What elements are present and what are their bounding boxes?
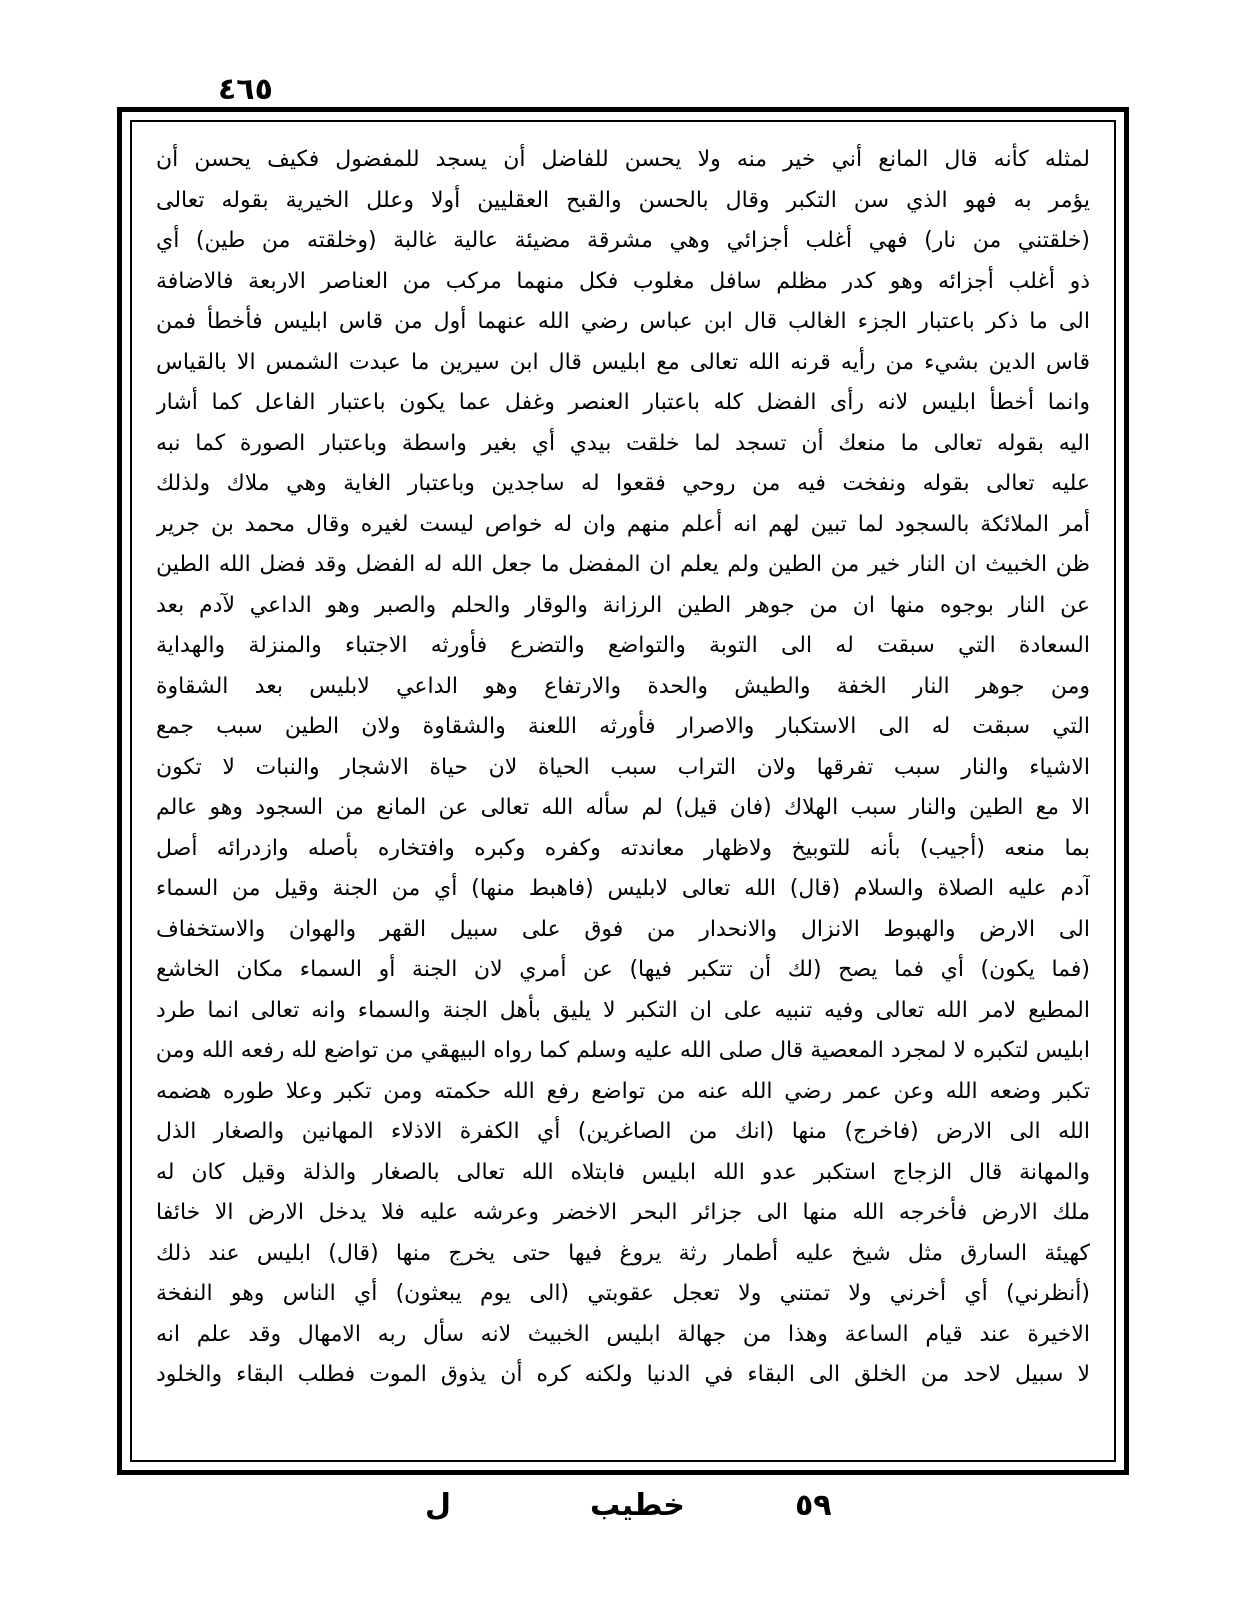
footer-book-name: خطيب <box>590 1488 685 1523</box>
text-line: ملك الارض فأخرجه الله منها الى جزائر البحر الاخضر وعرشه عليه فلا يدخل الارض الا خائفا <box>156 1200 1090 1225</box>
text-line: (أنظرني) أي أخرني ولا تمتني ولا تعجل عقوبتي (الى يوم يبعثون) أي الناس وهو النفخة <box>156 1281 1090 1306</box>
text-line: قاس الدين بشيء من رأيه قرنه الله تعالى مع ابليس قال ابن سيرين ما عبدت الشمس الا بالقياس <box>156 349 1090 375</box>
text-line: كهيئة السارق مثل شيخ عليه أطمار رثة يروغ فيها حتى يخرج منها (قال) ابليس عند ذلك <box>156 1240 1090 1266</box>
text-line: عليه تعالى بقوله ونفخت فيه من روحي فقعوا له ساجدين وباعتبار الغاية وهي ملاك ولذلك <box>156 471 1090 496</box>
text-line: يؤمر به فهو الذي سن التكبر وقال بالحسن والقبح العقليين أولا وعلل الخيرية بقوله تعالى <box>156 187 1090 213</box>
body-text <box>156 140 1090 1442</box>
footer-letter: ل <box>425 1488 452 1523</box>
text-line: (خلقتني من نار) فهي أغلب أجزائي وهي مشرقة مضيئة عالية غالبة (وخلقته من طين) أي <box>156 228 1090 253</box>
text-line: السعادة التي سبقت له الى التوبة والتواضع والتضرع فأورثه الاجتباء والمنزلة والهداية <box>156 633 1090 658</box>
page-number: ٤٦٥ <box>218 72 273 107</box>
text-line: التي سبقت له الى الاستكبار والاصرار فأورثه اللعنة والشقاوة ولان الطين سبب جمع <box>156 714 1090 739</box>
text-line: الاشياء والنار سبب تفرقها ولان التراب سبب الحياة لان حياة الاشجار والنبات لا تكون <box>156 754 1090 780</box>
text-line: آدم عليه الصلاة والسلام (قال) الله تعالى لابليس (فاهبط منها) أي من الجنة وقيل من السماء <box>156 876 1090 901</box>
text-line: الى ما ذكر باعتبار الجزء الغالب قال ابن عباس رضي الله عنهما أول من قاس ابليس فأخطأ فمن <box>156 309 1090 334</box>
footer-signature-number: ٥٩ <box>795 1488 832 1523</box>
text-line: الاخيرة عند قيام الساعة وهذا من جهالة ابليس الخبيث لانه سأل ربه الامهال وقد علم انه <box>156 1321 1090 1347</box>
page-frame-inner-border <box>130 120 1116 1462</box>
text-line: ومن جوهر النار الخفة والطيش والحدة والارتفاع وهو الداعي لابليس بعد الشقاوة <box>156 673 1090 699</box>
page-frame <box>117 107 1129 1475</box>
text-line: بما منعه (أجيب) بأنه للتوبيخ ولاظهار معاندته وكفره وكبره وافتخاره بأصله وازدرائه أصل <box>156 835 1090 861</box>
text-line: تكبر وضعه الله وعن عمر رضي الله عنه من تواضع رفع الله حكمته ومن تكبر وعلا طوره هضمه <box>156 1078 1090 1104</box>
text-line: وانما أخطأ ابليس لانه رأى الفضل كله باعتبار العنصر وغفل عما يكون باعتبار الفاعل كما أشار <box>156 390 1090 415</box>
text-line: أمر الملائكة بالسجود لما تبين لهم انه أعلم منهم وان له خواص ليست لغيره وقال محمد بن جرير <box>156 511 1090 537</box>
page-footer <box>0 1488 1240 1528</box>
text-line: المطيع لامر الله تعالى وفيه تنبيه على ان التكبر لا يليق بأهل الجنة والسماء وانه تعالى انما طرد <box>156 997 1090 1023</box>
text-line: الله الى الارض (فاخرج) منها (انك من الصاغرين) أي الكفرة الاذلاء المهانين والصغار الذل <box>156 1119 1090 1144</box>
text-line: عن النار بوجوه منها ان من جوهر الطين الرزانة والوقار والحلم والصبر وهو الداعي لآدم بعد <box>156 592 1090 618</box>
text-line: والمهانة قال الزجاج استكبر عدو الله ابليس فابتلاه الله تعالى بالصغار والذلة وقيل كان له <box>156 1159 1090 1185</box>
text-line: الى الارض والهبوط الانزال والانحدار من فوق على سبيل القهر والهوان والاستخفاف <box>156 916 1090 942</box>
text-line: ابليس لتكبره لا لمجرد المعصية قال صلى الله عليه وسلم كما رواه البيهقي من تواضع لله رفعه الله ومن <box>156 1038 1090 1063</box>
text-line: ذو أغلب أجزائه وهو كدر مظلم سافل مغلوب فكل منهما مركب من العناصر الاربعة فالاضافة <box>156 268 1090 294</box>
text-line: اليه بقوله تعالى ما منعك أن تسجد لما خلقت بيدي أي بغير واسطة وباعتبار الصورة كما نبه <box>156 430 1090 456</box>
text-line: ظن الخبيث ان النار خير من الطين ولم يعلم ان المفضل ما جعل الله له الفضل وقد فضل الله الطين <box>156 552 1090 577</box>
text-line: لمثله كأنه قال المانع أني خير منه ولا يحسن للفاضل أن يسجد للمفضول فكيف يحسن أن <box>156 147 1090 172</box>
text-line: لا سبيل لاحد من الخلق الى البقاء في الدنيا ولكنه كره أن يذوق الموت فطلب البقاء والخلود <box>156 1362 1090 1387</box>
text-line: (فما يكون) أي فما يصح (لك أن تتكبر فيها) عن أمري لان الجنة أو السماء مكان الخاشع <box>156 957 1090 982</box>
text-line: الا مع الطين والنار سبب الهلاك (فان قيل) لم سأله الله تعالى عن المانع من السجود وهو عالم <box>156 795 1090 820</box>
